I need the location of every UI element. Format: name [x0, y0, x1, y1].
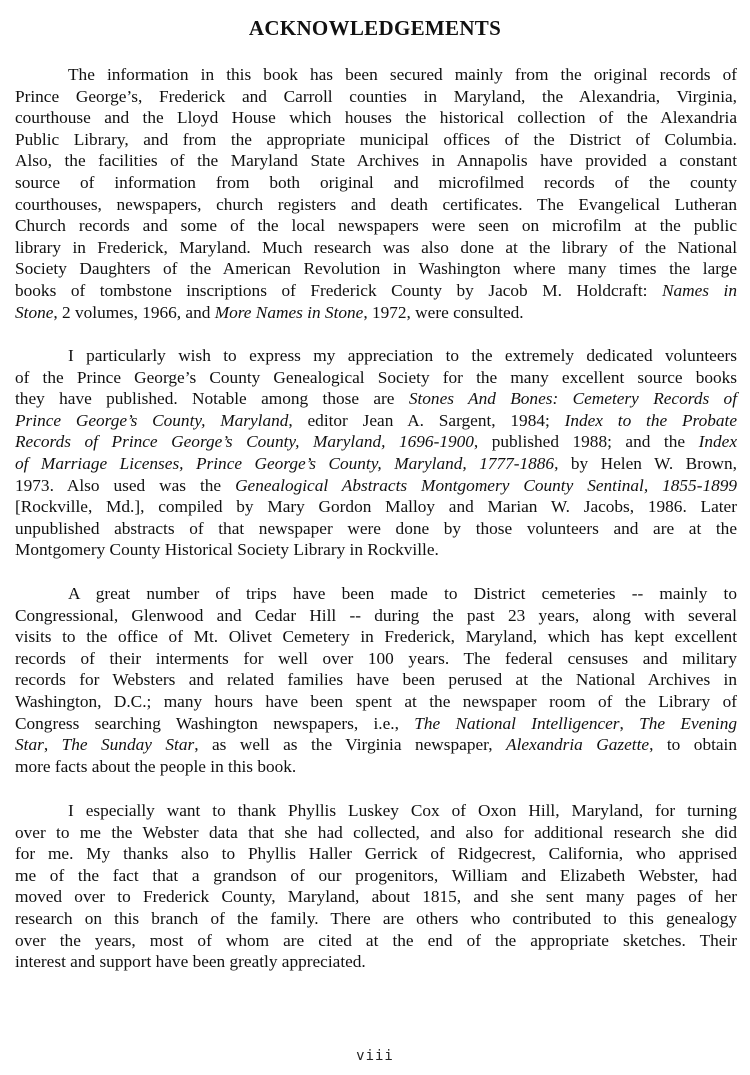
text-line: [15, 539, 737, 561]
text-run: , by Helen W. Brown,: [554, 453, 737, 473]
text-line: [15, 194, 737, 216]
text-run: , 2 volumes, 1966, and: [53, 302, 215, 322]
paragraph-cemetery-trips: [15, 583, 737, 777]
paragraph-records-sources: [15, 64, 737, 323]
text-run: unpublished abstracts of that newspaper were done by those volunteers and are at the: [15, 518, 737, 538]
text-run: , editor Jean A. Sargent, 1984;: [288, 410, 565, 430]
text-run: , to obtain: [649, 735, 738, 755]
text-line: [15, 215, 737, 237]
text-run: Prince George’s, Frederick and Carroll counties in Maryland, the Alexandria, Virginia,: [15, 86, 737, 106]
text-run: A great number of trips have been made to District cemeteries -- mainly to: [68, 584, 737, 603]
text-run: Washington, D.C.; many hours have been spent at the newspaper room of the Library of: [15, 691, 737, 711]
text-run: they have published. Notable among those are: [15, 389, 409, 409]
text-run: ,: [43, 735, 62, 755]
italic-title: Stone: [15, 302, 54, 322]
text-line: [15, 756, 737, 778]
text-run: of the Prince George’s County Genealogical Society for the many excellent source books: [15, 367, 737, 387]
text-line: [15, 388, 737, 410]
text-line: [15, 129, 737, 151]
italic-title: Stones And Bones: Cemetery Records of: [408, 389, 737, 409]
text-run: Public Library, and from the appropriate municipal offices of the District of Columbia.: [15, 129, 737, 149]
text-line: [15, 930, 737, 952]
italic-title: of Marriage Licenses, Prince George’s County, Maryland, 1777-1886: [15, 453, 555, 473]
text-run: courthouses, newspapers, church registers and death certificates. The Evangelical Lutheran: [15, 194, 737, 214]
text-run: Montgomery County Historical Society Library in Rockville.: [15, 540, 439, 560]
text-run: The information in this book has been secured mainly from the original records of: [68, 65, 737, 84]
italic-title: Records of Prince George’s County, Maryland, 1696-1900: [15, 432, 474, 452]
text-line: [15, 518, 737, 540]
text-run: visits to the office of Mt. Olivet Cemetery in Frederick, Maryland, which has kept excellent: [15, 627, 737, 647]
text-line: [15, 431, 737, 453]
text-run: me of the fact that a grandson of our progenitors, William and Elizabeth Webster, had: [15, 865, 737, 885]
italic-title: The Sunday Star: [61, 735, 195, 755]
paragraph-volunteers: [15, 345, 737, 561]
text-line: [15, 86, 737, 108]
text-run: records for Websters and related families have been perused at the National Archives in: [15, 670, 737, 690]
text-run: Congressional, Glenwood and Cedar Hill -- during the past 23 years, along with several: [15, 605, 737, 625]
text-run: , 1972, were consulted.: [363, 302, 524, 322]
italic-title: The Evening: [639, 713, 738, 733]
text-run: for me. My thanks also to Phyllis Haller Gerrick of Ridgecrest, California, who apprised: [15, 844, 737, 864]
text-line: [15, 280, 737, 302]
paragraph-thanks: [15, 800, 737, 973]
text-line: [15, 172, 737, 194]
text-line: [15, 302, 737, 324]
text-line: [15, 496, 737, 518]
text-line: [15, 453, 737, 475]
text-run: [Rockville, Md.], compiled by Mary Gordon Malloy and Marian W. Jacobs, 1986. Later: [15, 497, 737, 517]
text-run: I particularly wish to express my appreciation to the extremely dedicated volunteers: [68, 346, 737, 365]
italic-title: The National Intelligencer: [414, 713, 620, 733]
text-line: [15, 345, 737, 367]
text-line: [15, 475, 737, 497]
italic-title: Alexandria Gazette: [506, 735, 650, 755]
italic-title: Index to the Probate: [564, 410, 737, 430]
italic-title: Star: [15, 735, 44, 755]
text-line: [15, 669, 737, 691]
text-line: [15, 583, 737, 605]
text-line: [15, 258, 737, 280]
text-run: courthouse and the Lloyd House which houses the historical collection of the Alexandria: [15, 108, 737, 128]
text-run: more facts about the people in this book.: [15, 756, 297, 776]
text-line: [15, 843, 737, 865]
text-line: [15, 107, 737, 129]
text-line: [15, 237, 737, 259]
text-line: [15, 734, 737, 756]
text-line: [15, 713, 737, 735]
text-run: books of tombstone inscriptions of Frederick County by Jacob M. Holdcraft:: [15, 280, 662, 300]
text-run: interest and support have been greatly appreciated.: [15, 952, 366, 972]
italic-title: Index: [698, 432, 737, 452]
text-run: over to me the Webster data that she had collected, and also for additional research she did: [15, 822, 737, 842]
text-run: research on this branch of the family. There are others who contributed to this genealogy: [15, 908, 737, 928]
italic-title: Names in: [661, 280, 737, 300]
text-line: [15, 865, 737, 887]
text-line: [15, 605, 737, 627]
text-run: Also, the facilities of the Maryland State Archives in Annapolis have provided a constant: [15, 151, 737, 171]
text-run: Congress searching Washington newspapers, i.e.,: [15, 713, 415, 733]
text-run: source of information from both original and microfilmed records of the county: [15, 172, 737, 192]
page-number: viii: [356, 1048, 394, 1064]
text-line: [15, 908, 737, 930]
text-line: [15, 410, 737, 432]
text-line: [15, 367, 737, 389]
page-title: ACKNOWLEDGEMENTS: [248, 16, 502, 40]
text-run: Church records and some of the local newspapers were seen on microfilm at the public: [15, 216, 737, 236]
text-line: [15, 800, 737, 822]
text-run: , published 1988; and the: [473, 432, 699, 452]
text-line: [15, 886, 737, 908]
text-line: [15, 691, 737, 713]
text-run: , as well as the Virginia newspaper,: [194, 735, 507, 755]
text-line: [15, 648, 737, 670]
text-run: moved over to Frederick County, Maryland, about 1815, and she sent many pages of her: [15, 887, 737, 907]
text-line: [15, 150, 737, 172]
text-line: [15, 64, 737, 86]
text-run: 1973. Also used was the: [15, 475, 236, 495]
text-run: ,: [619, 713, 640, 733]
text-run: records of their interments for well over 100 years. The federal censuses and military: [15, 648, 737, 668]
text-line: [15, 822, 737, 844]
text-run: Society Daughters of the American Revolution in Washington where many times the large: [15, 259, 737, 279]
text-line: [15, 951, 737, 973]
italic-title: More Names in Stone: [214, 302, 364, 322]
italic-title: Prince George’s County, Maryland: [15, 410, 289, 430]
italic-title: Genealogical Abstracts Montgomery County Sentinal, 1855-1899: [235, 475, 738, 495]
text-run: library in Frederick, Maryland. Much research was also done at the library of the National: [15, 237, 737, 257]
text-run: I especially want to thank Phyllis Luskey Cox of Oxon Hill, Maryland, for turning: [68, 801, 737, 820]
text-line: [15, 626, 737, 648]
text-run: over the years, most of whom are cited at the end of the appropriate sketches. Their: [15, 930, 737, 950]
